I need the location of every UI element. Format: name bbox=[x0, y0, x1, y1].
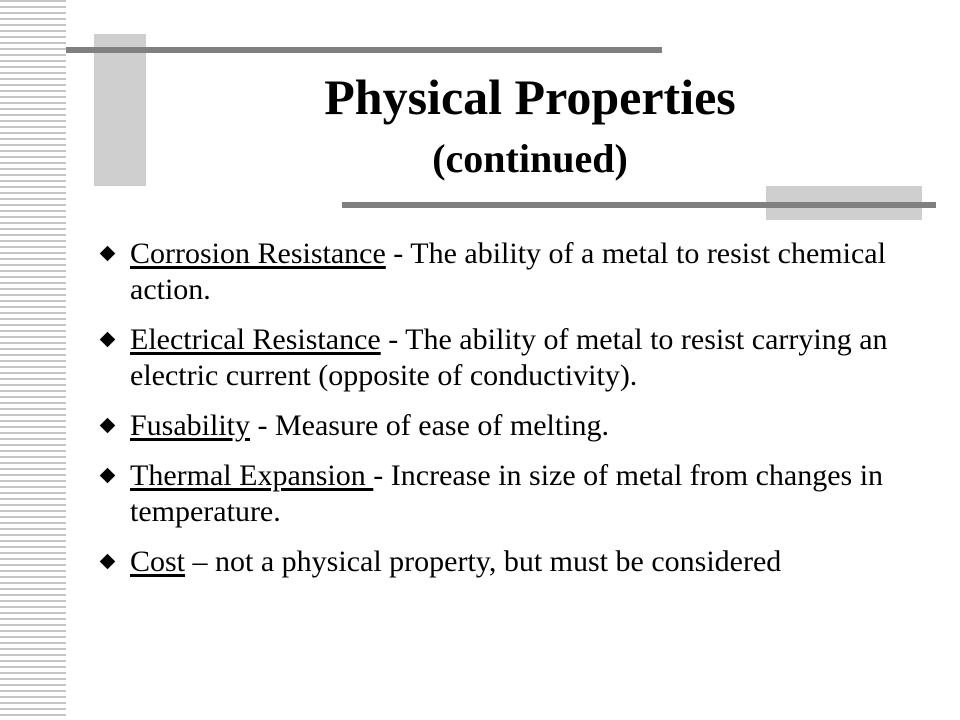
bullet-text: - The ability of metal to resist carrying an electric current (opposite of conductivity). bbox=[130, 323, 888, 392]
title-decor-rule-top bbox=[66, 47, 662, 53]
diamond-bullet-icon bbox=[100, 418, 116, 434]
left-stripe-pattern bbox=[0, 0, 66, 720]
bullet-list bbox=[98, 236, 908, 594]
slide-subtitle: (continued) bbox=[432, 136, 628, 181]
title-decor-rule-bottom bbox=[342, 202, 936, 208]
diamond-bullet-icon bbox=[100, 332, 116, 348]
diamond-bullet-icon bbox=[100, 554, 116, 570]
bullet-term: Fusability bbox=[130, 409, 251, 442]
diamond-bullet-icon bbox=[100, 468, 116, 484]
bullet-term: Thermal Expansion bbox=[130, 459, 374, 492]
bullet-item bbox=[98, 236, 908, 308]
bullet-text: - The ability of a metal to resist chemical action. bbox=[130, 237, 886, 306]
bullet-item bbox=[98, 322, 908, 394]
bullet-term: Electrical Resistance bbox=[130, 323, 381, 356]
bullet-text: – not a physical property, but must be considered bbox=[185, 545, 782, 578]
bullet-item bbox=[98, 544, 908, 580]
diamond-bullet-icon bbox=[100, 246, 116, 262]
bullet-term: Corrosion Resistance bbox=[130, 237, 386, 270]
bullet-item bbox=[98, 408, 908, 444]
slide-title-block bbox=[150, 62, 910, 186]
bullet-text: - Increase in size of metal from changes in temperature. bbox=[130, 459, 884, 528]
title-decor-block-left bbox=[94, 34, 146, 186]
bullet-text: - Measure of ease of melting. bbox=[250, 409, 610, 442]
bullet-term: Cost bbox=[130, 545, 186, 578]
bullet-item bbox=[98, 458, 908, 530]
slide-title: Physical Properties bbox=[324, 69, 736, 125]
